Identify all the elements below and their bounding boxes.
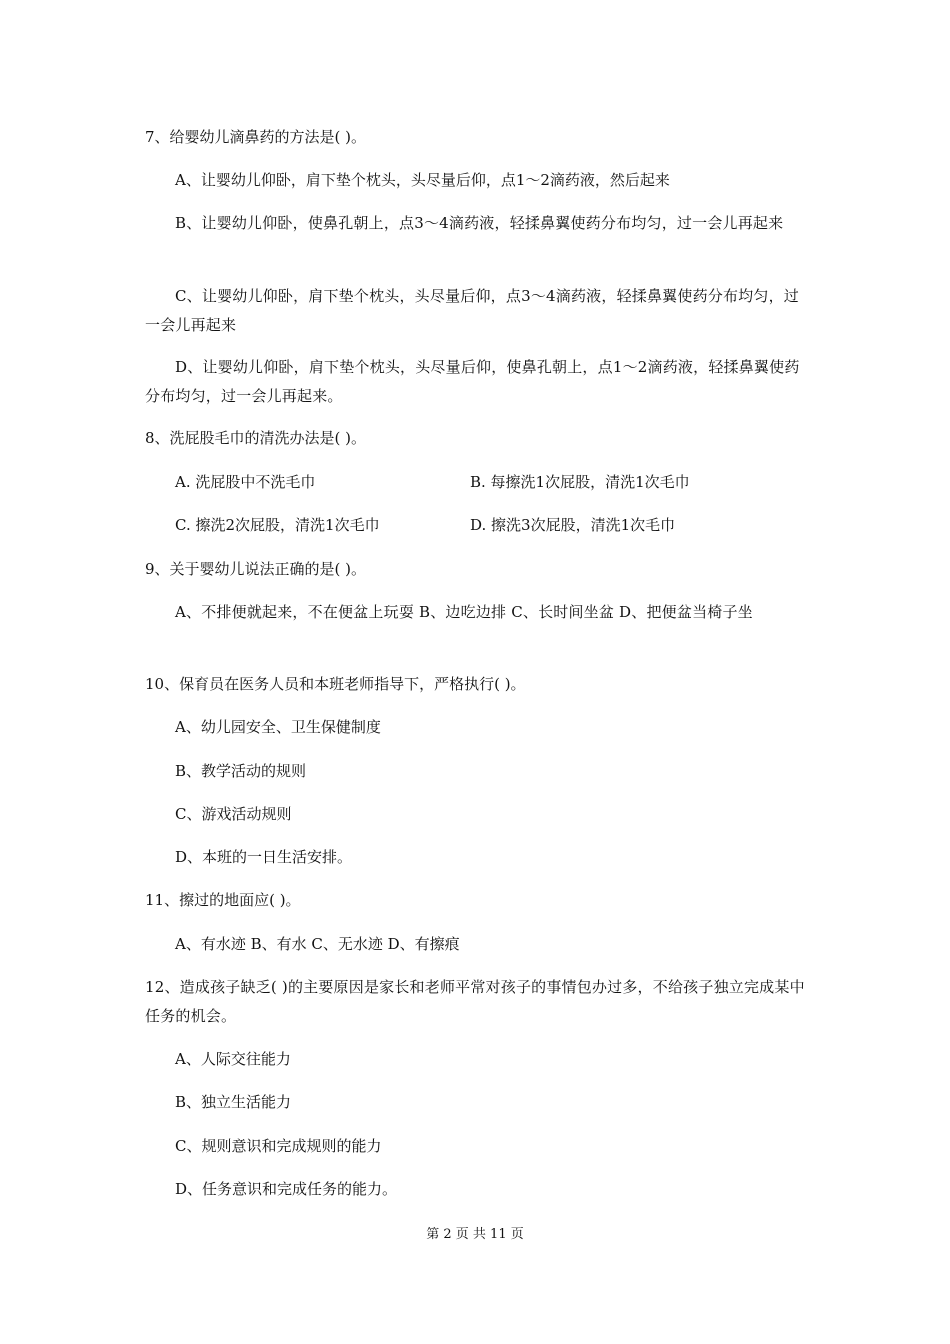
q11-options: A、有水迹 B、有水 C、无水迹 D、有擦痕 [175,935,460,953]
q8-option-b: B. 每擦洗1次屁股，清洗1次毛巾 [470,473,690,491]
q11-stem: 11、擦过的地面应( )。 [145,891,301,909]
q8-option-a: A. 洗屁股中不洗毛巾 [175,473,316,491]
q8-option-c: C. 擦洗2次屁股，清洗1次毛巾 [175,516,380,534]
q10-stem: 10、保育员在医务人员和本班老师指导下，严格执行( )。 [145,675,526,693]
q12-stem: 12、造成孩子缺乏( )的主要原因是家长和老师平常对孩子的事情包办过多，不给孩子独立完成某中任务的机会。 [145,978,805,1025]
page-footer: 第 2 页 共 11 页 [426,1227,524,1242]
q10-option-a: A、幼儿园安全、卫生保健制度 [175,718,381,736]
q7-option-d: D、让婴幼儿仰卧，肩下垫个枕头，头尽量后仰，使鼻孔朝上，点1～2滴药液，轻揉鼻翼使药分布均匀，过一会儿再起来。 [145,358,800,405]
q9-options: A、不排便就起来，不在便盆上玩耍 B、边吃边排 C、长时间坐盆 D、把便盆当椅子坐 [175,603,753,621]
q12-option-a: A、人际交往能力 [175,1050,291,1068]
q10-option-b: B、教学活动的规则 [175,762,307,780]
q10-option-d: D、本班的一日生活安排。 [175,848,353,866]
q7-option-c: C、让婴幼儿仰卧，肩下垫个枕头，头尽量后仰，点3～4滴药液，轻揉鼻翼使药分布均匀，过一会儿再起来 [145,287,799,334]
q7-option-b: B、让婴幼儿仰卧，使鼻孔朝上，点3～4滴药液，轻揉鼻翼使药分布均匀，过一会儿再起来 [175,214,784,232]
q12-option-b: B、独立生活能力 [175,1093,292,1111]
q9-stem: 9、关于婴幼儿说法正确的是( )。 [145,560,367,578]
q12-option-d: D、任务意识和完成任务的能力。 [175,1180,398,1198]
q10-option-c: C、游戏活动规则 [175,805,292,823]
q12-option-c: C、规则意识和完成规则的能力 [175,1137,382,1155]
q8-stem: 8、洗屁股毛巾的清洗办法是( )。 [145,429,367,447]
q8-option-d: D. 擦洗3次屁股，清洗1次毛巾 [470,516,676,534]
q7-stem: 7、给婴幼儿滴鼻药的方法是( )。 [145,128,367,146]
q7-option-a: A、让婴幼儿仰卧，肩下垫个枕头，头尽量后仰，点1～2滴药液，然后起来 [175,171,670,189]
